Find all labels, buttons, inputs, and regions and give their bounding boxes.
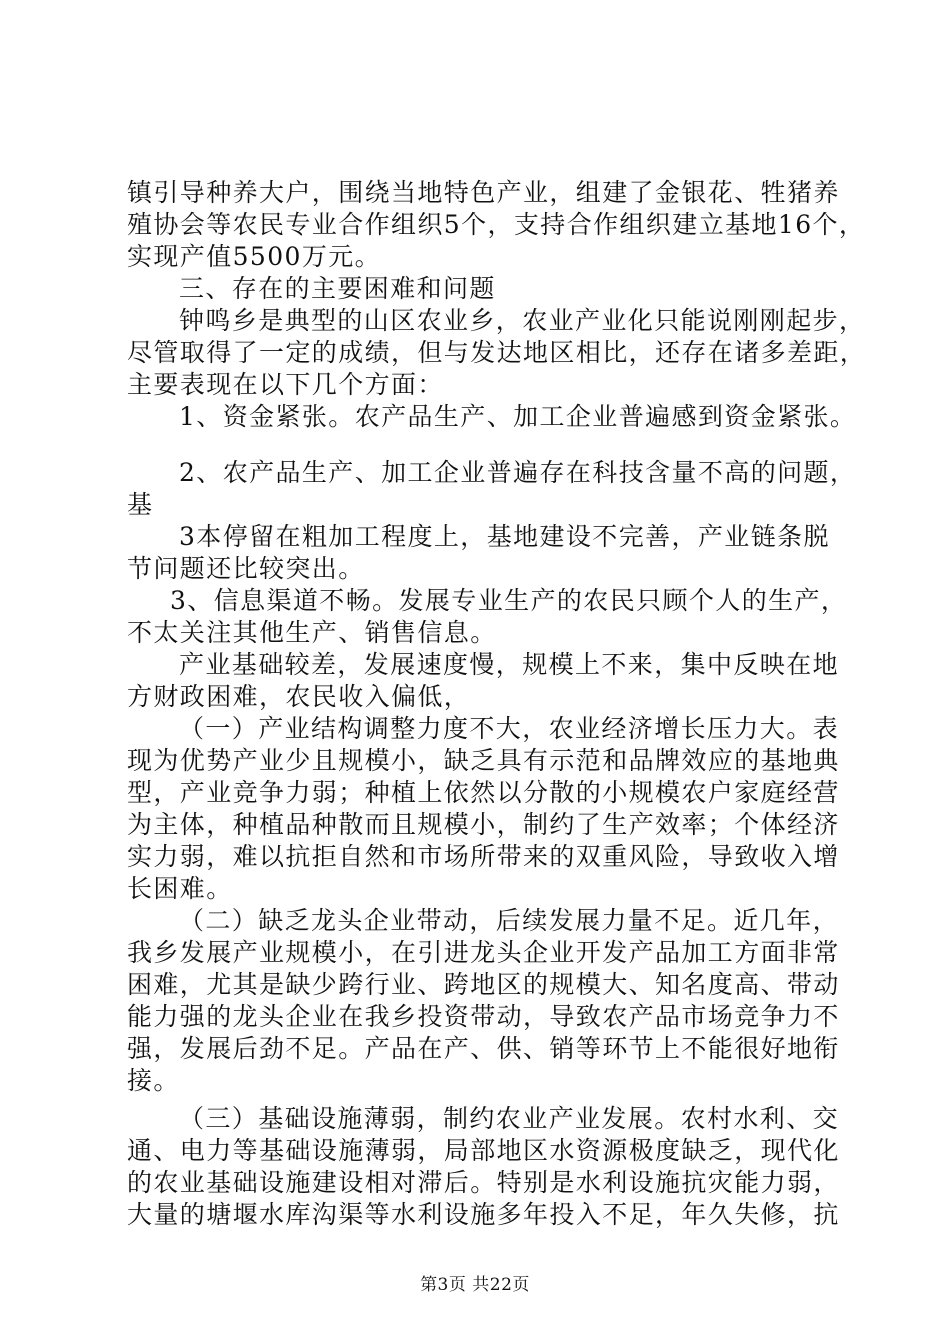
body-line: 型，产业竞争力弱；种植上依然以分散的小规模农户家庭经营 xyxy=(127,778,840,807)
body-line: 尽管取得了一定的成绩，但与发达地区相比，还存在诸多差距， xyxy=(127,338,867,367)
body-line: 节问题还比较突出。 xyxy=(127,554,365,583)
body-line: 能力强的龙头企业在我乡投资带动，导致农产品市场竞争力不 xyxy=(127,1002,840,1031)
body-line: 基 xyxy=(127,490,154,519)
body-line: 长困难。 xyxy=(127,874,233,903)
body-line: 方财政困难，农民收入偏低， xyxy=(127,682,471,711)
list-item: 1、资金紧张。农产品生产、加工企业普遍感到资金紧张。 xyxy=(179,402,857,431)
subsection-heading: （二）缺乏龙头企业带动，后续发展力量不足。近几年， xyxy=(179,906,840,935)
body-line: 实现产值5500万元。 xyxy=(127,242,382,271)
body-line: 接。 xyxy=(127,1066,180,1095)
section-heading: 三、存在的主要困难和问题 xyxy=(179,274,496,303)
body-line: 我乡发展产业规模小，在引进龙头企业开发产品加工方面非常 xyxy=(127,938,840,967)
body-line: 不太关注其他生产、销售信息。 xyxy=(127,618,497,647)
body-line: 3本停留在粗加工程度上，基地建设不完善，产业链条脱 xyxy=(179,522,830,551)
body-line: 产业基础较差，发展速度慢，规模上不来，集中反映在地 xyxy=(179,650,840,679)
body-line: 镇引导种养大户，围绕当地特色产业，组建了金银花、牲猪养 xyxy=(127,178,840,207)
body-line: 主要表现在以下几个方面： xyxy=(127,370,444,399)
body-line: 现为优势产业少且规模小，缺乏具有示范和品牌效应的基地典 xyxy=(127,746,840,775)
subsection-heading: （三）基础设施薄弱，制约农业产业发展。农村水利、交 xyxy=(179,1104,840,1133)
subsection-heading: （一）产业结构调整力度不大，农业经济增长压力大。表 xyxy=(179,714,840,743)
body-line: 的农业基础设施建设相对滞后。特别是水利设施抗灾能力弱， xyxy=(127,1168,840,1197)
body-line: 殖协会等农民专业合作组织5个，支持合作组织建立基地16个， xyxy=(127,210,866,239)
body-line: 通、电力等基础设施薄弱，局部地区水资源极度缺乏，现代化 xyxy=(127,1136,840,1165)
body-line: 强，发展后劲不足。产品在产、供、销等环节上不能很好地衔 xyxy=(127,1034,840,1063)
body-line: 为主体，种植品种散而且规模小，制约了生产效率；个体经济 xyxy=(127,810,840,839)
body-line: 困难，尤其是缺少跨行业、跨地区的规模大、知名度高、带动 xyxy=(127,970,840,999)
body-line: 大量的塘堰水库沟渠等水利设施多年投入不足，年久失修，抗 xyxy=(127,1200,840,1229)
page-number-footer: 第3页 共22页 xyxy=(420,1275,530,1295)
list-item: 2、农产品生产、加工企业普遍存在科技含量不高的问题， xyxy=(179,458,857,487)
body-line: 钟鸣乡是典型的山区农业乡，农业产业化只能说刚刚起步， xyxy=(179,306,866,335)
list-item: 3、信息渠道不畅。发展专业生产的农民只顾个人的生产， xyxy=(170,586,848,615)
body-line: 实力弱，难以抗拒自然和市场所带来的双重风险，导致收入增 xyxy=(127,842,840,871)
